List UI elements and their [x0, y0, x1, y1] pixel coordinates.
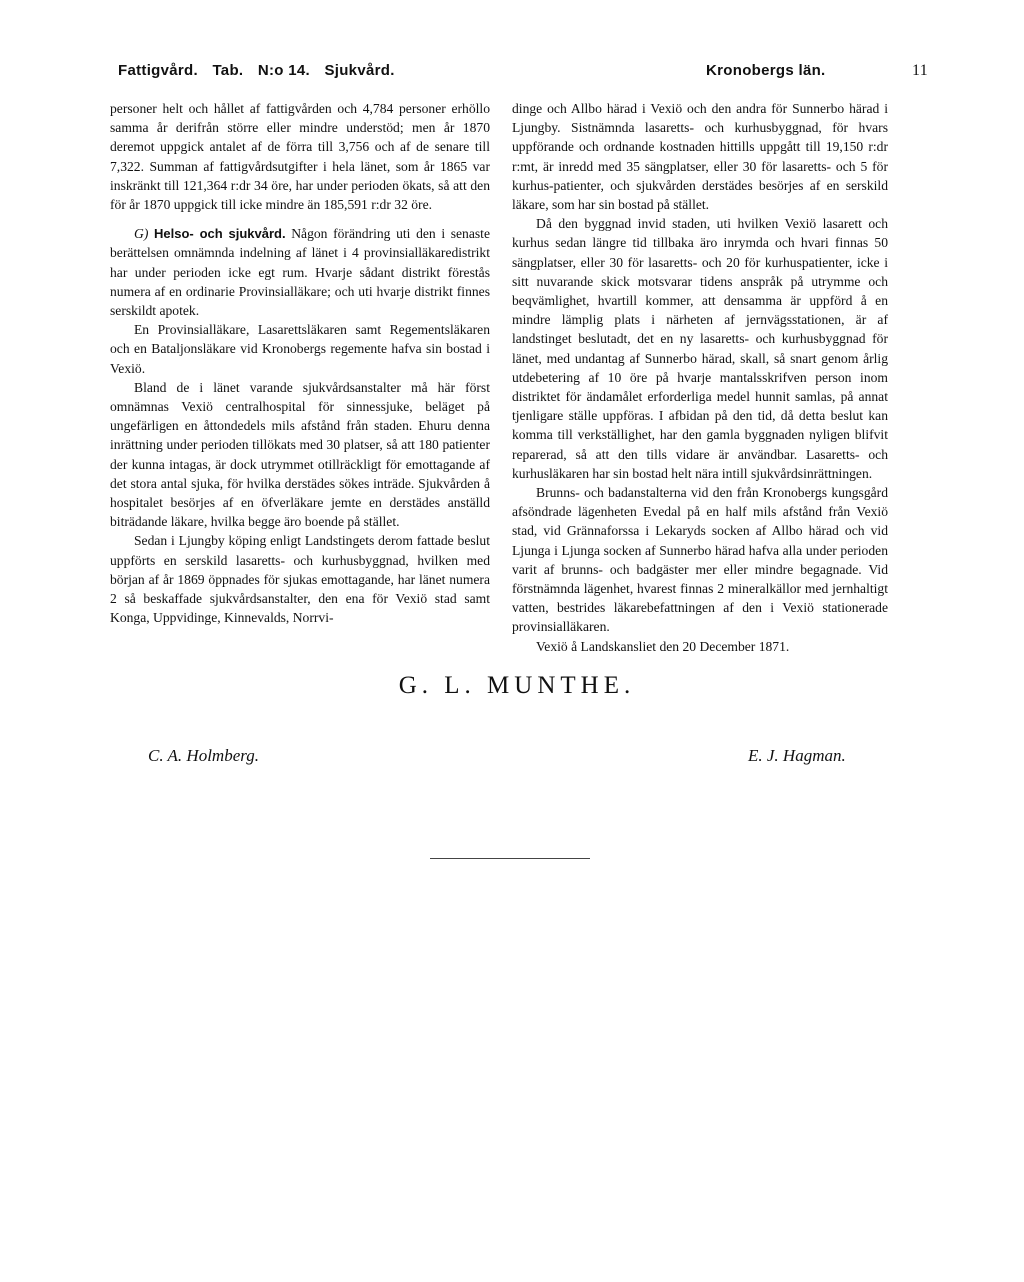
header-sjukvard: Sjukvård. [324, 62, 395, 79]
section-title: Helso- och sjukvård. [154, 226, 286, 242]
signature-right: E. J. Hagman. [748, 746, 846, 765]
left-paragraph-4: Bland de i länet varande sjukvårdsanstalter må här först omnämnas Vexiö centralhospital för sinnessjuke, beläget på ungefärligen en åttondedels mils afstånd från staden. Ehuru denna inrättning under perioden tillökats med 30 platser, så att 180 patienter der kunna intagas, är dock utrymmet otillräckligt för emottagande af det stora antal sjuka, för hvilka derstädes sökes inträde. Sjukvården å hospitalet besörjes af en öfverläkare jemte en derstädes anställd biträdande läkare, hvilka begge äro boende på stället. [110, 379, 490, 530]
running-head-left [118, 62, 405, 79]
section-letter: G) [134, 226, 149, 242]
page-number: 11 [911, 62, 928, 79]
signature-governor: G. L. MUNTHE. [398, 672, 636, 699]
right-paragraph-2: Då den byggnad invid staden, uti hvilken Vexiö lasarett och kurhus sedan längre tid tillbaka äro inrymda och hvari finnas 50 sängplatser, eller 30 för lasaretts- och 20 för kurhuspatienter, icke i sitt nuvarande skick motsvarar tidens anspråk på utrymme och beqvämlighet, hvartill kommer, att densamma är uppförd å en mindre lämplig plats i närheten af jernvägsstationen, är af landstinget beslutadt, det en ny lasaretts- och kurhusbyggnad för länet, med undantag af Sunnerbo härad, skall, så snart genom årlig utdebetering af 10 öre på hvarje mantalsskrifven person inom distriktet för ändamålet erforderliga medel hunnit samlas, på annat tjenligare ställe uppföras. I afbidan på den tid, då detta beslut kan komma till verkställighet, har den gamla byggnaden nyligen blifvit reparerad, så att den tills vidare är användbar. Lasaretts- och kurhusläkaren har sin bostad helt nära intill sjukvårdsinrättningen. [512, 216, 888, 481]
left-paragraph-3: En Provinsialläkare, Lasarettsläkaren samt Regementsläkaren och en Bataljonsläkare vid Kronobergs regemente hafva sin bostad i Vexiö. [110, 322, 490, 376]
header-county: Kronobergs län. [706, 62, 826, 79]
left-paragraph-1: personer helt och hållet af fattigvården och 4,784 personer erhöllo samma år derifrån större eller mindre understöd; men år 1870 deremot uppgick antalet af de förra till 3,756 och af de senare till 7,322. Summan af fattigvårdsutgifter i hela länet, som år 1865 var inskränkt till 121,364 r:dr 34 öre, har under perioden ökats, så att den för år 1870 uppgick till icke mindre än 185,591 r:dr 32 öre. [110, 101, 490, 213]
running-head [112, 62, 928, 86]
header-number: N:o 14. [257, 62, 310, 79]
header-fattigvard: Fattigvård. [118, 62, 198, 79]
signature-left: C. A. Holmberg. [148, 746, 259, 765]
right-paragraph-1: dinge och Allbo härad i Vexiö och den andra för Sunnerbo härad i Ljungby. Sistnämnda lasaretts- och kurhusbyggnad, för hvars uppförande och ordnande kostnaden hittills uppgått till 19,150 r:dr r:mt, är inredd med 35 sängplatser, eller 30 för lasaretts- och 5 för kurhus-patienter, och sjukvården derstädes besörjes af en serskild läkare, som har sin bostad på stället. [512, 101, 888, 213]
section-g-text: Någon förändring uti den i senaste berättelsen omnämnda indelning af länet i 4 provinsialläkaredistrikt har under perioden icke egt rum. Hvarje sådant distrikt förestås numera af en ordinarie Provinsialläkare; och uti hvarje distrikt finnes serskildt apotek. [110, 226, 490, 319]
left-paragraph-5: Sedan i Ljungby köping enligt Landstingets derom fattade beslut uppförts en serskild lasaretts- och kurhusbyggnad, hvilken med början af år 1869 öppnades för sjukas emottagande, har länet numera 2 så beskaffade sjukvårdsanstalter, den ena för Vexiö stad samt Konga, Uppvidinge, Kinnevalds, Norrvi- [110, 533, 490, 626]
date-line: Vexiö å Landskansliet den 20 December 1871. [536, 638, 790, 654]
section-g-paragraph [110, 224, 490, 320]
end-rule [430, 858, 590, 859]
left-column [110, 99, 490, 627]
header-tab: Tab. [212, 62, 244, 79]
right-paragraph-3: Brunns- och badanstalterna vid den från Kronobergs kungsgård afsöndrade lägenheten Evedal på en half mils afstånd från Vexiö stad, vid Grännaforssa i Lekaryds socken af Allbo härad och vid Ljunga i Ljunga socken af Sunnerbo härad hafva alla under perioden varit af brunns- och badgäster mer eller mindre begagnade. Vid förstnämnda lägenhet, hvarest finnas 2 mineralkällor med jernhaltigt vatten, bestrides läkarebefattningen af den i Vexiö stationerade provinsialläkaren. [512, 485, 888, 635]
right-column [512, 99, 888, 656]
